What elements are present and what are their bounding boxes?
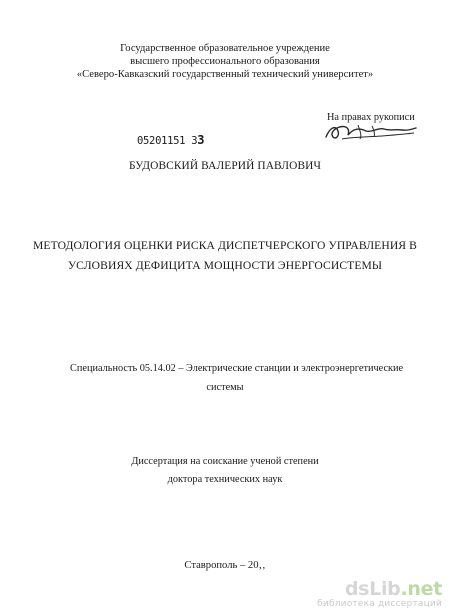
registration-code-last-digit: 3 [197, 133, 205, 147]
degree-line-1: Диссертация на соискание ученой степени [131, 456, 319, 467]
dslib-watermark [317, 579, 442, 609]
institution-line-2: высшего профессионального образования [130, 56, 320, 67]
manuscript-rights-note: На правах рукописи [327, 112, 415, 123]
degree-line-2: доктора технических наук [167, 474, 283, 485]
dissertation-title-line-2: УСЛОВИЯХ ДЕФИЦИТА МОЩНОСТИ ЭНЕРГОСИСТЕМЫ [67, 259, 383, 272]
institution-line-1: Государственное образовательное учреждение [120, 43, 330, 54]
author-name: БУДОВСКИЙ ВАЛЕРИЙ ПАВЛОВИЧ [129, 160, 321, 172]
registration-code [137, 133, 204, 147]
registration-code-digits: 05201151 3 [137, 135, 198, 147]
dissertation-title-line-1: МЕТОДОЛОГИЯ ОЦЕНКИ РИСКА ДИСПЕТЧЕРСКОГО УПРАВЛЕНИЯ В [33, 239, 417, 252]
specialty-line-2: системы [206, 382, 244, 393]
handwritten-signature [322, 117, 418, 147]
specialty-line-1: Специальность 05.14.02 – Электрические станции и электроэнергетические [70, 363, 404, 374]
place-and-year: Ставрополь – 20‚‚ [184, 560, 266, 571]
watermark-logo-main: dsLib [344, 578, 401, 600]
watermark-logo [317, 579, 442, 599]
institution-line-3: «Северо-Кавказский государственный технический университет» [76, 69, 374, 80]
watermark-logo-suffix: .net [400, 578, 442, 600]
watermark-tagline: библиотека диссертаций [317, 599, 442, 609]
